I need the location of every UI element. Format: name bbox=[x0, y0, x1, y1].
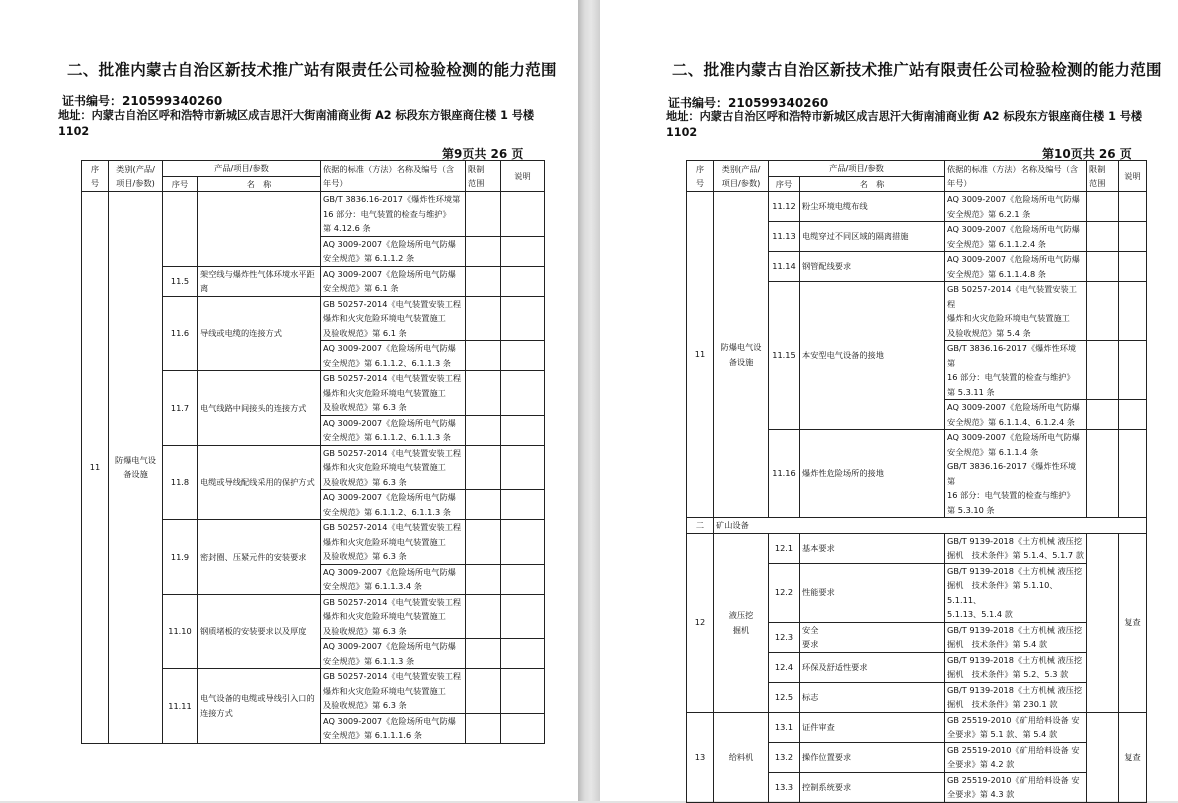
item-name-cell bbox=[800, 252, 945, 282]
item-number-cell: 13.3 bbox=[769, 772, 800, 802]
standard-line: GB 50257-2014《电气装置安装工程 bbox=[323, 373, 462, 383]
note-cell bbox=[501, 564, 545, 594]
standard-line: GB/T 9139-2018《土方机械 液压挖 bbox=[947, 684, 1083, 695]
standard-line: AQ 3009-2007《危险场所电气防爆 bbox=[947, 254, 1080, 264]
col-header-seq: 序 号 bbox=[82, 161, 109, 192]
group-number: 11 bbox=[694, 349, 706, 360]
item-name-line: 钢管配线要求 bbox=[802, 261, 852, 272]
note-cell bbox=[1119, 282, 1147, 341]
col-header-category: 类别(产品/ 项目/参数) bbox=[714, 161, 769, 192]
item-name-line: 控制系统要求 bbox=[802, 781, 852, 792]
document-page-right bbox=[600, 0, 1178, 801]
group-name-cell bbox=[714, 712, 769, 802]
item-name-line: 钢质堵板的安装要求以及厚度 bbox=[200, 626, 307, 636]
col-header-category: 类别(产品/ 项目/参数) bbox=[109, 161, 163, 192]
item-name-line: 密封圈、压紧元件的安装要求 bbox=[200, 551, 307, 562]
page-title: 二、批准内蒙古自治区新技术推广站有限责任公司检验检测的能力范围 bbox=[672, 61, 1162, 79]
standard-line: GB/T 3836.16-2017《爆炸性环境第 bbox=[947, 461, 1077, 486]
limit-cell bbox=[466, 639, 501, 669]
item-name-line: 证件审查 bbox=[802, 721, 835, 732]
section-row bbox=[687, 518, 1147, 534]
standard-line: AQ 3009-2007《危险场所电气防爆 bbox=[323, 343, 456, 353]
item-number-cell: 11.11 bbox=[163, 669, 198, 744]
limit-cell bbox=[1087, 400, 1119, 430]
standard-cell bbox=[321, 594, 466, 639]
standard-line: AQ 3009-2007《危险场所电气防爆 bbox=[323, 417, 456, 428]
note-cell bbox=[501, 266, 545, 296]
standard-line: GB/T 9139-2018《土方机械 液压挖 bbox=[947, 624, 1083, 635]
standard-line: 安全规范》第 6.1.1.2、6.1.1.3 条 bbox=[323, 357, 451, 368]
standard-line: 16 部分：电气装置的检查与维护》 bbox=[323, 208, 451, 219]
item-name-cell bbox=[198, 669, 321, 744]
standard-cell bbox=[945, 742, 1087, 772]
item-name-line: 操作位置要求 bbox=[802, 751, 852, 762]
item-name-cell bbox=[198, 192, 321, 267]
standard-line: 安全规范》第 6.1.1.1.6 条 bbox=[323, 730, 422, 740]
standard-cell bbox=[321, 713, 466, 743]
standard-line: 及验收规范》第 6.3 条 bbox=[323, 700, 407, 710]
standard-cell bbox=[321, 371, 466, 416]
note-cell: 复查 bbox=[1119, 533, 1147, 712]
table-row bbox=[687, 712, 1147, 742]
item-name-cell bbox=[198, 520, 321, 595]
note-cell bbox=[501, 594, 545, 639]
note-cell bbox=[1119, 430, 1147, 518]
standard-line: 安全规范》第 6.1.1.2、6.1.1.3 条 bbox=[323, 506, 451, 517]
standard-cell bbox=[321, 445, 466, 490]
standard-line: 安全规范》第 6.1.1.4 条 bbox=[947, 446, 1039, 457]
note-cell bbox=[501, 192, 545, 237]
group-name-line: 防爆电气设 bbox=[720, 342, 762, 352]
standard-line: 5.1.13、5.1.4 款 bbox=[947, 609, 1013, 619]
note-cell bbox=[1119, 252, 1147, 282]
col-header-seq: 序 号 bbox=[687, 161, 714, 192]
note-cell bbox=[1119, 400, 1147, 430]
item-number-cell: 12.1 bbox=[769, 533, 800, 563]
standard-cell bbox=[321, 266, 466, 296]
item-name-cell bbox=[800, 563, 945, 622]
standard-line: 安全规范》第 6.1.1.4、6.1.2.4 条 bbox=[947, 416, 1075, 427]
limit-cell bbox=[1087, 430, 1119, 518]
item-name-cell bbox=[800, 742, 945, 772]
standard-line: AQ 3009-2007《危险场所电气防爆 bbox=[323, 641, 456, 651]
item-number-cell: 11.14 bbox=[769, 252, 800, 282]
note-cell bbox=[501, 520, 545, 565]
table-row bbox=[82, 192, 545, 237]
limit-cell bbox=[466, 713, 501, 743]
standard-line: 全要求》第 5.1 款、第 5.4 款 bbox=[947, 729, 1058, 739]
group-name-line: 给料机 bbox=[728, 751, 754, 762]
document-page-left bbox=[0, 0, 578, 801]
standard-line: 掘机 技术条件》第 5.2、5.3 款 bbox=[947, 669, 1069, 679]
standard-cell bbox=[321, 296, 466, 341]
standard-line: 及验收规范》第 6.3 条 bbox=[323, 402, 407, 412]
standard-line: GB 25519-2010《矿用给料设备 安 bbox=[947, 744, 1080, 755]
standard-cell bbox=[945, 222, 1087, 252]
limit-cell bbox=[466, 520, 501, 565]
group-name-cell bbox=[714, 192, 769, 518]
note-cell bbox=[501, 236, 545, 266]
standard-cell bbox=[321, 639, 466, 669]
standard-line: GB/T 9139-2018《土方机械 液压挖 bbox=[947, 565, 1083, 576]
limit-cell bbox=[466, 669, 501, 714]
standard-line: 第 4.12.6 条 bbox=[323, 223, 371, 233]
col-header-standard: 依据的标准（方法）名称及编号（含 年号） bbox=[321, 161, 466, 192]
group-name-line: 备设施 bbox=[123, 469, 148, 480]
item-number-cell: 11.9 bbox=[163, 520, 198, 595]
standard-line: AQ 3009-2007《危险场所电气防爆 bbox=[323, 566, 456, 577]
standard-line: 及验收规范》第 5.4 条 bbox=[947, 327, 1031, 338]
col-header-note: 说明 bbox=[501, 161, 545, 192]
standard-cell bbox=[945, 282, 1087, 341]
standard-line: 爆炸和火灾危险环境电气装置施工 bbox=[323, 685, 446, 696]
limit-cell bbox=[466, 564, 501, 594]
note-cell bbox=[501, 445, 545, 490]
standard-line: 爆炸和火灾危险环境电气装置施工 bbox=[323, 462, 446, 472]
page-title: 二、批准内蒙古自治区新技术推广站有限责任公司检验检测的能力范围 bbox=[67, 61, 557, 79]
limit-cell bbox=[466, 192, 501, 237]
standard-cell bbox=[321, 236, 466, 266]
note-cell bbox=[1119, 192, 1147, 222]
standard-line: 第 5.3.11 条 bbox=[947, 386, 995, 397]
limit-cell bbox=[1087, 341, 1119, 400]
limit-cell bbox=[1087, 192, 1119, 222]
standard-line: 安全规范》第 6.1.1.2、6.1.1.3 条 bbox=[323, 432, 451, 442]
standard-line: AQ 3009-2007《危险场所电气防爆 bbox=[947, 402, 1080, 412]
limit-cell bbox=[466, 445, 501, 490]
limit-cell bbox=[1087, 282, 1119, 341]
item-number-cell: 13.1 bbox=[769, 712, 800, 742]
col-header-limit: 限制 范围 bbox=[1087, 161, 1119, 192]
limit-cell bbox=[466, 371, 501, 416]
col-header-product: 产品/项目/参数 bbox=[163, 161, 321, 177]
standard-line: 及验收规范》第 6.1 条 bbox=[323, 327, 407, 338]
item-number-cell: 11.6 bbox=[163, 296, 198, 371]
item-number-cell: 12.3 bbox=[769, 622, 800, 652]
standard-line: 爆炸和火灾危险环境电气装置施工 bbox=[323, 313, 446, 323]
col-header-standard: 依据的标准（方法）名称及编号（含 年号） bbox=[945, 161, 1087, 192]
standard-line: 爆炸和火灾危险环境电气装置施工 bbox=[323, 387, 446, 398]
item-name-cell bbox=[800, 622, 945, 652]
item-name-line: 安全 bbox=[802, 624, 819, 635]
group-name-cell bbox=[714, 533, 769, 712]
standard-cell bbox=[945, 772, 1087, 802]
standard-line: AQ 3009-2007《危险场所电气防爆 bbox=[323, 715, 456, 726]
standard-cell bbox=[945, 563, 1087, 622]
standard-line: GB 50257-2014《电气装置安装工程 bbox=[323, 671, 462, 681]
note-cell bbox=[501, 669, 545, 714]
item-name-line: 电缆或导线配线采用的保护方式 bbox=[200, 477, 315, 487]
group-name-line: 备设施 bbox=[728, 356, 754, 367]
item-name-line: 电气设备的电缆或导线引入口的连接方式 bbox=[200, 693, 315, 718]
item-number-cell: 13.2 bbox=[769, 742, 800, 772]
limit-cell bbox=[1087, 252, 1119, 282]
item-number-cell: 11.5 bbox=[163, 266, 198, 296]
standard-cell bbox=[321, 520, 466, 565]
group-number: 11 bbox=[89, 462, 101, 472]
col-header-note: 说明 bbox=[1119, 161, 1147, 192]
standard-line: 及验收规范》第 6.3 条 bbox=[323, 551, 407, 561]
standard-line: 及验收规范》第 6.3 条 bbox=[323, 476, 407, 487]
standard-cell bbox=[945, 400, 1087, 430]
standard-line: GB 50257-2014《电气装置安装工程 bbox=[323, 447, 462, 458]
standard-line: GB 25519-2010《矿用给料设备 安 bbox=[947, 714, 1080, 725]
limit-cell bbox=[466, 341, 501, 371]
limit-cell bbox=[466, 236, 501, 266]
standard-line: GB 50257-2014《电气装置安装工程 bbox=[947, 284, 1077, 309]
item-name-cell bbox=[800, 192, 945, 222]
standard-cell bbox=[945, 712, 1087, 742]
item-name-line: 架空线与爆炸性气体环境水平距离 bbox=[200, 268, 315, 293]
standard-line: 安全规范》第 6.1.1.2 条 bbox=[323, 253, 415, 263]
standard-cell bbox=[945, 430, 1087, 518]
standard-cell bbox=[321, 669, 466, 714]
standard-line: 安全规范》第 6.2.1 条 bbox=[947, 208, 1031, 219]
item-number-cell: 11.13 bbox=[769, 222, 800, 252]
group-number-cell bbox=[687, 712, 714, 802]
address: 地址：内蒙古自治区呼和浩特市新城区成吉思汗大街南浦商业街 A2 标段东方银座商住楼 1 号楼 1102 bbox=[666, 110, 1143, 139]
page-number: 第9页共 26 页 bbox=[442, 147, 524, 161]
item-name-line: 本安型电气设备的接地 bbox=[802, 350, 884, 361]
certificate-number: 证书编号：210599340260 bbox=[668, 96, 829, 110]
item-number-cell: 12.2 bbox=[769, 563, 800, 622]
certificate-number: 证书编号：210599340260 bbox=[62, 94, 223, 108]
note-cell bbox=[501, 639, 545, 669]
standard-cell bbox=[945, 622, 1087, 652]
standard-line: GB/T 9139-2018《土方机械 液压挖 bbox=[947, 654, 1083, 665]
item-number-cell: 12.4 bbox=[769, 652, 800, 682]
item-name-line: 电缆穿过不同区域的隔离措施 bbox=[802, 231, 909, 242]
note-cell bbox=[501, 490, 545, 520]
standard-line: 爆炸和火灾危险环境电气装置施工 bbox=[947, 313, 1070, 323]
standard-line: 掘机 技术条件》第 5.4 款 bbox=[947, 639, 1048, 649]
group-number-cell bbox=[687, 533, 714, 712]
note-cell bbox=[501, 713, 545, 743]
item-name-cell bbox=[800, 430, 945, 518]
standard-line: AQ 3009-2007《危险场所电气防爆 bbox=[323, 238, 456, 249]
group-name-line: 掘机 bbox=[732, 624, 750, 635]
standard-line: 爆炸和火灾危险环境电气装置施工 bbox=[323, 536, 446, 547]
standard-line: GB/T 9139-2018《土方机械 液压挖 bbox=[947, 535, 1083, 546]
group-number: 13 bbox=[694, 751, 706, 762]
item-name-cell bbox=[198, 371, 321, 446]
note-cell bbox=[1119, 222, 1147, 252]
item-number-cell: 11.8 bbox=[163, 445, 198, 520]
standard-cell bbox=[321, 341, 466, 371]
standard-line: 安全规范》第 6.1.1.2.4 条 bbox=[947, 238, 1046, 249]
item-name-cell bbox=[800, 772, 945, 802]
item-name-line: 标志 bbox=[802, 691, 819, 702]
item-name-line: 环保及舒适性要求 bbox=[802, 661, 868, 672]
item-number-cell: 11.15 bbox=[769, 282, 800, 430]
col-header-product: 产品/项目/参数 bbox=[769, 161, 945, 177]
standard-cell bbox=[945, 652, 1087, 682]
standard-cell bbox=[321, 564, 466, 594]
standard-line: 及验收规范》第 6.3 条 bbox=[323, 625, 407, 636]
standard-line: 安全规范》第 6.1.1.3 条 bbox=[323, 655, 415, 666]
standard-cell bbox=[321, 490, 466, 520]
item-name-cell bbox=[800, 652, 945, 682]
limit-cell bbox=[466, 266, 501, 296]
note-cell: 复查 bbox=[1119, 712, 1147, 802]
col-header-sub-seq: 序号 bbox=[163, 176, 198, 192]
standard-line: AQ 3009-2007《危险场所电气防爆 bbox=[947, 224, 1080, 234]
standard-line: 安全规范》第 6.1.1.4.8 条 bbox=[947, 268, 1046, 279]
table-row bbox=[687, 533, 1147, 563]
standard-cell bbox=[945, 252, 1087, 282]
standard-line: AQ 3009-2007《危险场所电气防爆 bbox=[323, 492, 456, 502]
group-number-cell bbox=[82, 192, 109, 744]
standard-line: 掘机 技术条件》第 5.1.10、5.1.11、 bbox=[947, 580, 1058, 605]
item-name-line: 爆炸性危险场所的接地 bbox=[802, 468, 884, 479]
note-cell bbox=[501, 296, 545, 341]
standard-cell bbox=[945, 533, 1087, 563]
standard-cell bbox=[945, 341, 1087, 400]
standard-line: 掘机 技术条件》第 230.1 款 bbox=[947, 699, 1058, 709]
standard-cell bbox=[321, 192, 466, 237]
standard-line: AQ 3009-2007《危险场所电气防爆 bbox=[947, 432, 1080, 442]
item-number-cell: 11.12 bbox=[769, 192, 800, 222]
item-number-cell: 11.16 bbox=[769, 430, 800, 518]
item-name-cell bbox=[198, 445, 321, 520]
page-gap bbox=[578, 0, 600, 801]
item-name-line: 性能要求 bbox=[802, 587, 835, 598]
page-number: 第10页共 26 页 bbox=[1042, 147, 1132, 161]
limit-cell bbox=[1087, 222, 1119, 252]
item-name-cell bbox=[198, 594, 321, 669]
item-name-cell bbox=[800, 533, 945, 563]
standard-line: 安全规范》第 6.1 条 bbox=[323, 283, 399, 293]
standard-line: 第 5.3.10 条 bbox=[947, 504, 995, 515]
standard-line: GB 25519-2010《矿用给料设备 安 bbox=[947, 774, 1080, 785]
standard-line: 全要求》第 4.2 款 bbox=[947, 759, 1015, 769]
standard-cell bbox=[321, 415, 466, 445]
standard-line: 爆炸和火灾危险环境电气装置施工 bbox=[323, 611, 446, 621]
standard-cell bbox=[945, 192, 1087, 222]
note-cell bbox=[501, 371, 545, 416]
standard-cell bbox=[945, 682, 1087, 712]
group-name-cell bbox=[109, 192, 163, 744]
item-name-cell bbox=[800, 712, 945, 742]
item-name-line: 要求 bbox=[802, 639, 819, 649]
item-name-cell bbox=[800, 282, 945, 430]
standard-line: AQ 3009-2007《危险场所电气防爆 bbox=[323, 268, 456, 279]
item-number-cell: 12.5 bbox=[769, 682, 800, 712]
col-header-limit: 限制 范围 bbox=[466, 161, 501, 192]
group-number-cell bbox=[687, 192, 714, 518]
limit-cell bbox=[1087, 712, 1119, 802]
col-header-name: 名 称 bbox=[800, 176, 945, 192]
capability-table bbox=[81, 160, 545, 744]
col-header-sub-seq: 序号 bbox=[769, 176, 800, 192]
standard-line: GB 50257-2014《电气装置安装工程 bbox=[323, 522, 462, 532]
group-name-line: 液压挖 bbox=[728, 610, 754, 620]
item-name-cell bbox=[800, 682, 945, 712]
limit-cell bbox=[466, 594, 501, 639]
standard-line: 安全规范》第 6.1.1.3.4 条 bbox=[323, 581, 422, 591]
limit-cell bbox=[466, 490, 501, 520]
limit-cell bbox=[1087, 533, 1119, 712]
item-name-line: 电气线路中间接头的连接方式 bbox=[200, 402, 307, 413]
item-name-line: 粉尘环境电缆布线 bbox=[802, 201, 868, 212]
standard-line: 16 部分：电气装置的检查与维护》 bbox=[947, 372, 1075, 382]
section-name-cell: 矿山设备 bbox=[714, 518, 1147, 534]
standard-line: GB/T 3836.16-2017《爆炸性环境第 bbox=[947, 343, 1077, 368]
note-cell bbox=[1119, 341, 1147, 400]
item-name-cell bbox=[198, 296, 321, 371]
limit-cell bbox=[466, 415, 501, 445]
standard-line: 16 部分：电气装置的检查与维护》 bbox=[947, 490, 1075, 500]
group-number: 12 bbox=[694, 617, 706, 628]
table-row bbox=[687, 192, 1147, 222]
note-cell bbox=[501, 341, 545, 371]
item-name-cell bbox=[800, 222, 945, 252]
standard-line: GB 50257-2014《电气装置安装工程 bbox=[323, 596, 462, 607]
item-number-cell bbox=[163, 192, 198, 267]
standard-line: AQ 3009-2007《危险场所电气防爆 bbox=[947, 194, 1080, 204]
item-name-cell bbox=[198, 266, 321, 296]
standard-line: GB 50257-2014《电气装置安装工程 bbox=[323, 298, 462, 309]
item-name-line: 导线或电缆的连接方式 bbox=[200, 328, 282, 338]
standard-line: 全要求》第 4.3 款 bbox=[947, 789, 1015, 799]
limit-cell bbox=[466, 296, 501, 341]
col-header-name: 名 称 bbox=[198, 176, 321, 192]
item-name-line: 基本要求 bbox=[802, 542, 835, 553]
address: 地址：内蒙古自治区呼和浩特市新城区成吉思汗大街南浦商业街 A2 标段东方银座商住楼 1 号楼 1102 bbox=[58, 109, 535, 138]
item-number-cell: 11.10 bbox=[163, 594, 198, 669]
standard-line: GB/T 3836.16-2017《爆炸性环境第 bbox=[323, 194, 461, 204]
group-name-line: 防爆电气设 bbox=[115, 454, 156, 465]
note-cell bbox=[501, 415, 545, 445]
section-number-cell: 二 bbox=[687, 518, 714, 534]
standard-line: 掘机 技术条件》第 5.1.4、5.1.7 款 bbox=[947, 550, 1084, 560]
item-number-cell: 11.7 bbox=[163, 371, 198, 446]
capability-table bbox=[686, 160, 1147, 803]
